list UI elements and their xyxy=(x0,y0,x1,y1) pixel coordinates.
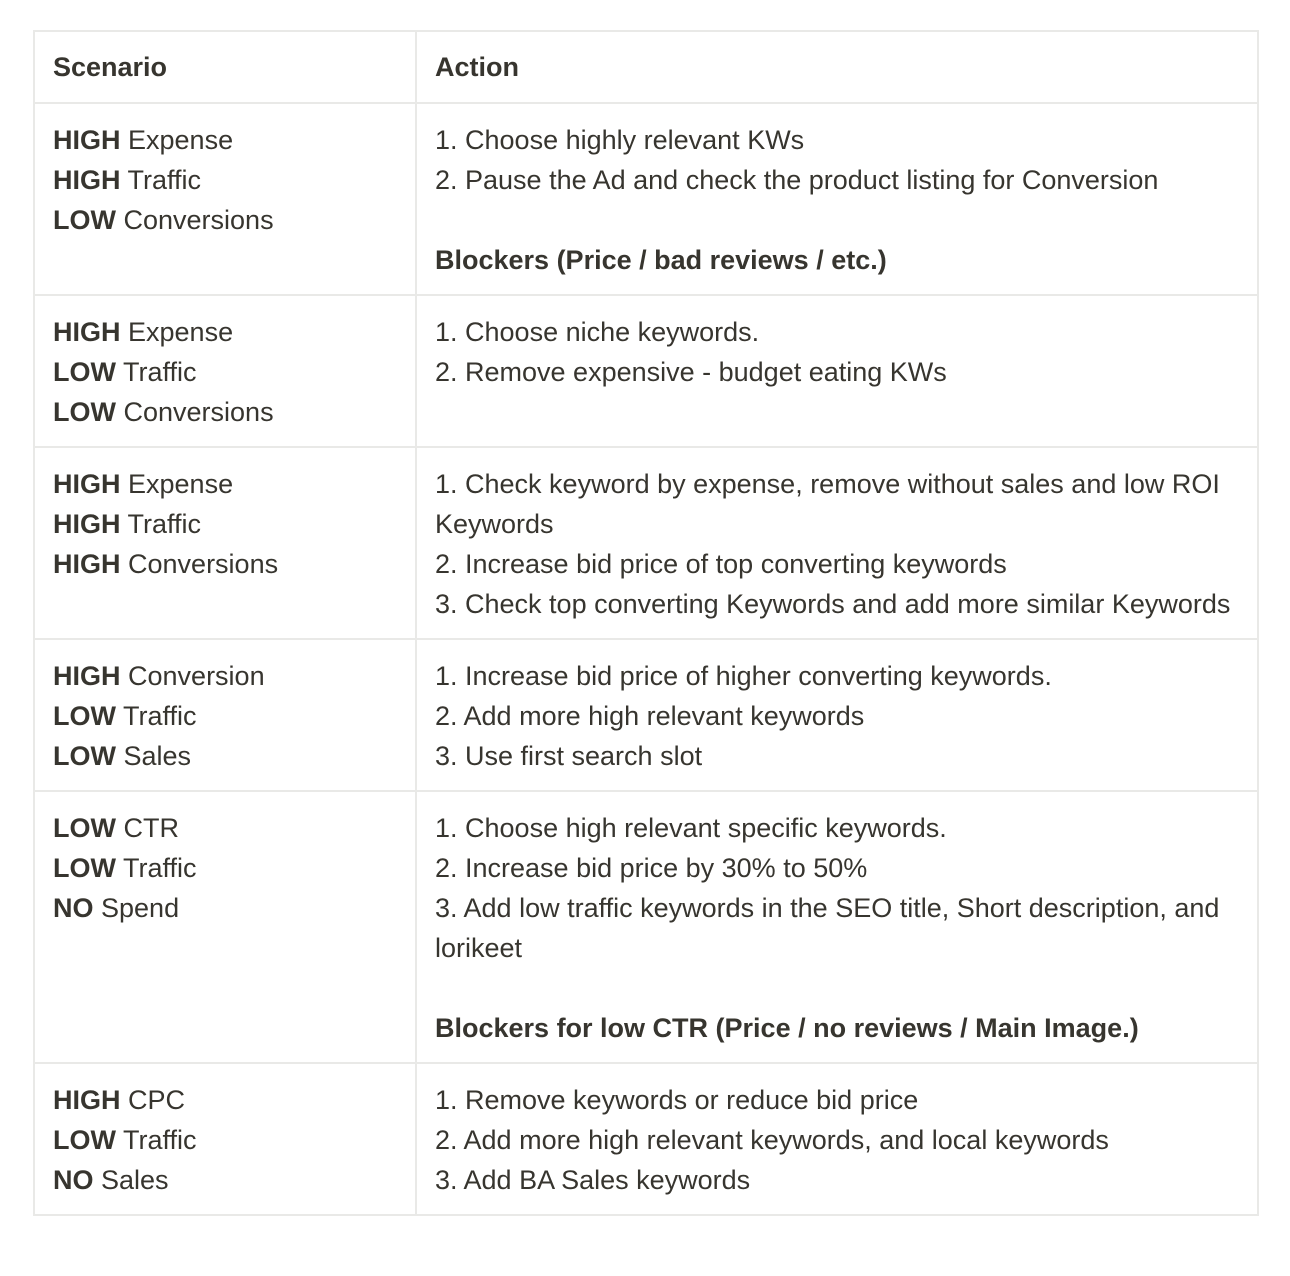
scenario-cell xyxy=(34,447,416,639)
scenario-metric: Conversions xyxy=(123,205,274,235)
scenario-level: HIGH xyxy=(53,661,121,691)
scenario-action-table xyxy=(33,30,1259,1216)
scenario-level: LOW xyxy=(53,701,116,731)
spacer xyxy=(435,968,1239,1008)
scenario-line xyxy=(53,736,397,776)
scenario-metric: Traffic xyxy=(127,165,202,195)
scenario-cell xyxy=(34,639,416,791)
action-item: 1. Choose highly relevant KWs xyxy=(435,125,805,155)
scenario-level: LOW xyxy=(53,357,116,387)
scenario-level: HIGH xyxy=(53,1085,121,1115)
action-item: 2. Add more high relevant keywords xyxy=(435,701,865,731)
header-action: Action xyxy=(416,31,1258,103)
blockers-note: Blockers for low CTR (Price / no reviews / Main Image.) xyxy=(435,1013,1139,1043)
action-item: 3. Add low traffic keywords in the SEO title, Short description, and lorikeet xyxy=(435,893,1220,963)
header-scenario: Scenario xyxy=(34,31,416,103)
scenario-metric: Expense xyxy=(128,125,234,155)
scenario-level: NO xyxy=(53,1165,94,1195)
table-row xyxy=(34,639,1258,791)
scenario-level: HIGH xyxy=(53,125,121,155)
action-item: 3. Add BA Sales keywords xyxy=(435,1165,751,1195)
scenario-level: LOW xyxy=(53,397,116,427)
action-item: 3. Check top converting Keywords and add more similar Keywords xyxy=(435,589,1231,619)
scenario-level: HIGH xyxy=(53,165,121,195)
scenario-metric: Conversion xyxy=(128,661,265,691)
blockers-note: Blockers (Price / bad reviews / etc.) xyxy=(435,245,887,275)
scenario-line xyxy=(53,200,397,240)
scenario-level: HIGH xyxy=(53,317,121,347)
scenario-level: HIGH xyxy=(53,469,121,499)
scenario-line xyxy=(53,504,397,544)
scenario-metric: Traffic xyxy=(127,509,202,539)
scenario-level: HIGH xyxy=(53,509,121,539)
scenario-line xyxy=(53,544,397,584)
table-row xyxy=(34,295,1258,447)
scenario-metric: Expense xyxy=(128,317,234,347)
action-item: 2. Pause the Ad and check the product listing for Conversion xyxy=(435,165,1159,195)
action-item: 2. Remove expensive - budget eating KWs xyxy=(435,357,947,387)
action-item: 1. Choose niche keywords. xyxy=(435,317,760,347)
scenario-line xyxy=(53,1120,397,1160)
scenario-line xyxy=(53,352,397,392)
scenario-line xyxy=(53,120,397,160)
spacer xyxy=(435,200,1239,240)
scenario-line xyxy=(53,464,397,504)
table-header-row xyxy=(34,31,1258,103)
scenario-cell xyxy=(34,791,416,1063)
scenario-line xyxy=(53,1160,397,1200)
action-item: 1. Choose high relevant specific keywords. xyxy=(435,813,947,843)
action-item: 3. Use first search slot xyxy=(435,741,703,771)
scenario-line xyxy=(53,656,397,696)
scenario-metric: Traffic xyxy=(123,701,197,731)
scenario-cell xyxy=(34,1063,416,1215)
scenario-metric: CPC xyxy=(128,1085,186,1115)
scenario-metric: Conversions xyxy=(128,549,279,579)
table-row xyxy=(34,791,1258,1063)
action-cell xyxy=(416,295,1258,447)
action-item: 1. Remove keywords or reduce bid price xyxy=(435,1085,919,1115)
scenario-metric: Conversions xyxy=(123,397,274,427)
action-item: 2. Increase bid price of top converting keywords xyxy=(435,549,1007,579)
scenario-level: LOW xyxy=(53,741,116,771)
action-item: 2. Add more high relevant keywords, and local keywords xyxy=(435,1125,1109,1155)
scenario-action-table-container xyxy=(33,30,1257,1216)
action-cell xyxy=(416,447,1258,639)
scenario-metric: Sales xyxy=(123,741,192,771)
scenario-metric: CTR xyxy=(123,813,179,843)
scenario-level: LOW xyxy=(53,853,116,883)
scenario-level: LOW xyxy=(53,1125,116,1155)
scenario-line xyxy=(53,888,397,928)
table-row xyxy=(34,103,1258,295)
action-item: 2. Increase bid price by 30% to 50% xyxy=(435,853,868,883)
table-row xyxy=(34,1063,1258,1215)
action-cell xyxy=(416,791,1258,1063)
scenario-level: NO xyxy=(53,893,94,923)
scenario-metric: Expense xyxy=(128,469,234,499)
scenario-line xyxy=(53,808,397,848)
scenario-metric: Spend xyxy=(101,893,180,923)
action-cell xyxy=(416,1063,1258,1215)
scenario-metric: Traffic xyxy=(123,853,197,883)
scenario-level: LOW xyxy=(53,205,116,235)
scenario-line xyxy=(53,312,397,352)
scenario-level: LOW xyxy=(53,813,116,843)
scenario-line xyxy=(53,392,397,432)
action-cell xyxy=(416,103,1258,295)
action-item: 1. Increase bid price of higher converting keywords. xyxy=(435,661,1052,691)
scenario-cell xyxy=(34,103,416,295)
scenario-level: HIGH xyxy=(53,549,121,579)
scenario-metric: Traffic xyxy=(123,357,197,387)
table-row xyxy=(34,447,1258,639)
action-cell xyxy=(416,639,1258,791)
scenario-line xyxy=(53,696,397,736)
scenario-line xyxy=(53,160,397,200)
action-item: 1. Check keyword by expense, remove without sales and low ROI Keywords xyxy=(435,469,1220,539)
scenario-line xyxy=(53,848,397,888)
scenario-cell xyxy=(34,295,416,447)
scenario-metric: Traffic xyxy=(123,1125,197,1155)
scenario-metric: Sales xyxy=(101,1165,169,1195)
scenario-line xyxy=(53,1080,397,1120)
